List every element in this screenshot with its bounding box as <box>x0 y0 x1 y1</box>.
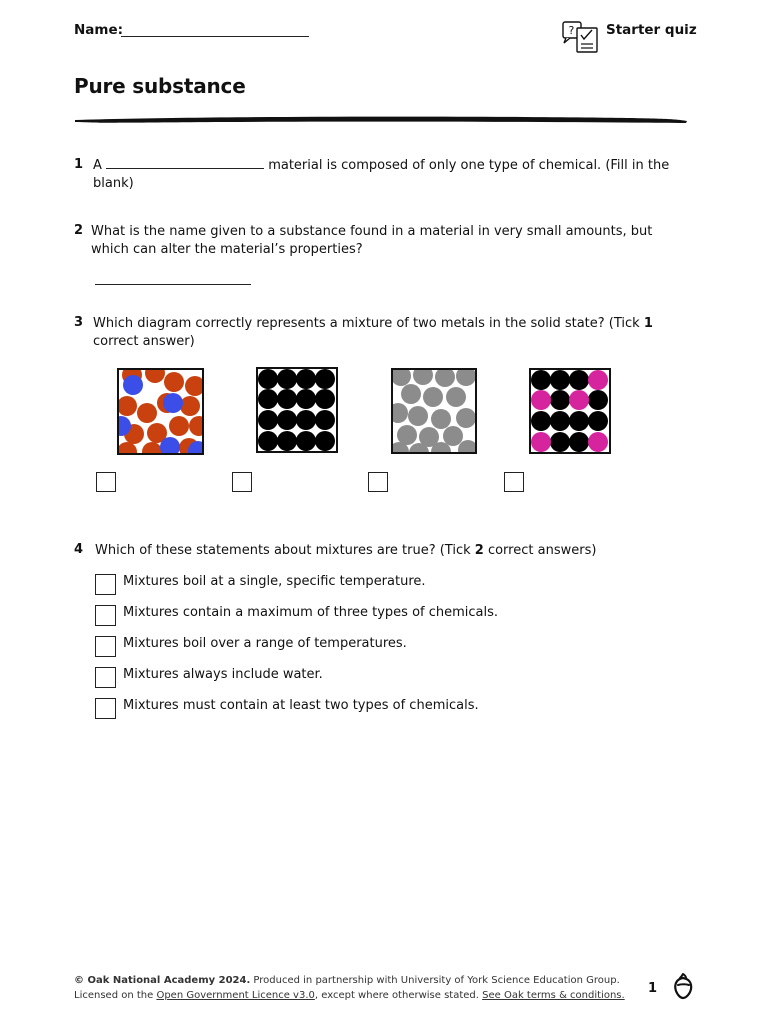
diagram-b-checkbox[interactable] <box>232 472 252 492</box>
answer-line[interactable] <box>95 284 251 285</box>
quiz-type-label: Starter quiz <box>606 22 697 38</box>
option-2-checkbox[interactable] <box>95 605 116 626</box>
question-2-line1: What is the name given to a substance found in a material in very small amounts, but <box>91 224 653 239</box>
diagram-a-checkbox[interactable] <box>96 472 116 492</box>
question-4-text <box>95 542 695 560</box>
question-1-after: material is composed of only one type of chemical. (Fill in the <box>268 158 670 173</box>
option-1-label: Mixtures boil at a single, specific temperature. <box>123 574 426 589</box>
question-1-text <box>93 157 693 175</box>
diagram-d-checkbox[interactable] <box>504 472 524 492</box>
svg-text:?: ? <box>568 24 575 37</box>
question-4-text-a: Which of these statements about mixtures are true? (Tick <box>95 543 475 558</box>
question-number: 3 <box>74 315 84 330</box>
diagram-d-black-magenta-grid <box>529 368 611 454</box>
produced-text: Produced in partnership with University of York Science Education Group. <box>250 975 620 986</box>
question-1-before: A <box>93 158 102 173</box>
page-number: 1 <box>648 981 658 996</box>
question-number: 1 <box>74 157 84 172</box>
name-field[interactable] <box>121 36 309 37</box>
title-divider <box>74 114 688 126</box>
licence-link[interactable]: Open Government Licence v3.0 <box>156 990 315 1001</box>
footer-line-2 <box>74 988 625 1003</box>
option-4-checkbox[interactable] <box>95 667 116 688</box>
page-title: Pure substance <box>74 74 246 98</box>
licensed-text-b: , except where otherwise stated. <box>314 990 483 1001</box>
footer-line-1 <box>74 973 625 988</box>
question-4-tick-count: 2 <box>474 543 484 558</box>
question-number: 2 <box>74 223 84 238</box>
footer-credits <box>74 973 625 1003</box>
diagram-b-black-grid <box>256 367 338 453</box>
option-4-label: Mixtures always include water. <box>123 667 323 682</box>
quiz-icon <box>560 20 600 54</box>
diagram-c-grey-disordered <box>391 368 477 454</box>
option-3-label: Mixtures boil over a range of temperatures. <box>123 636 407 651</box>
terms-link[interactable]: See Oak terms & conditions. <box>482 990 625 1001</box>
question-4-text-b: correct answers) <box>483 543 597 558</box>
diagram-c-checkbox[interactable] <box>368 472 388 492</box>
question-3-tick-count: 1 <box>643 316 653 331</box>
option-5-label: Mixtures must contain at least two types of chemicals. <box>123 698 479 713</box>
question-3-line2: correct answer) <box>93 334 195 349</box>
question-3-line1 <box>93 315 693 333</box>
option-2-label: Mixtures contain a maximum of three types of chemicals. <box>123 605 499 620</box>
option-5-checkbox[interactable] <box>95 698 116 719</box>
fill-blank[interactable] <box>106 157 264 169</box>
question-1-line2: blank) <box>93 176 134 191</box>
option-1-checkbox[interactable] <box>95 574 116 595</box>
question-number: 4 <box>74 542 84 557</box>
diagram-a-red-blue-mixture <box>117 368 204 455</box>
copyright-text: © Oak National Academy 2024. <box>74 975 251 986</box>
oak-acorn-logo-icon <box>672 972 694 1000</box>
question-3-text: Which diagram correctly represents a mixture of two metals in the solid state? (Tick <box>93 316 644 331</box>
name-label: Name: <box>74 22 124 38</box>
question-2-line2: which can alter the material’s properties? <box>91 242 363 257</box>
option-3-checkbox[interactable] <box>95 636 116 657</box>
licensed-text: Licensed on the <box>74 990 157 1001</box>
